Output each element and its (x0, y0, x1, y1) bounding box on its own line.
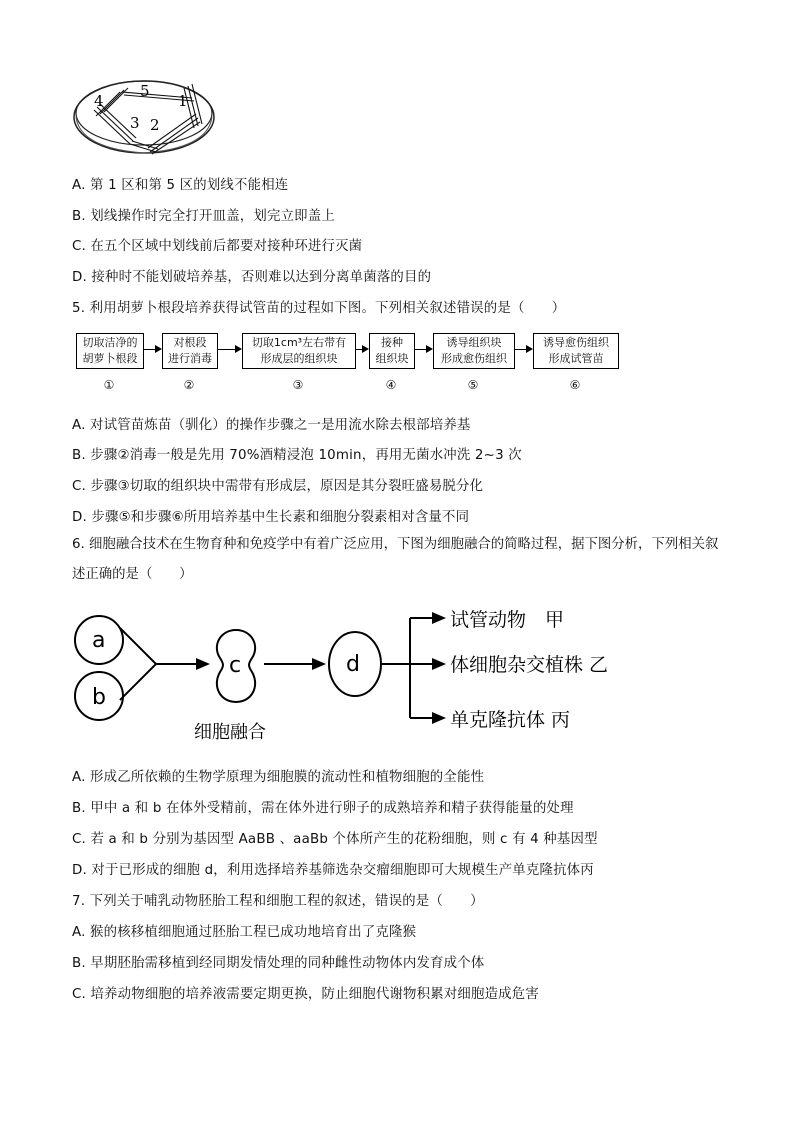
flow-step-number: ② (183, 378, 195, 392)
flow-step-3: 切取1cm³左右带有 形成层的组织块 (242, 333, 356, 369)
output-hybrid-plant: 体细胞杂交植株 乙 (450, 654, 609, 676)
flow-step-1: 切取洁净的 胡萝卜根段 (76, 333, 144, 369)
flow-step-number: ④ (385, 378, 397, 392)
q6-option-d: D. 对于已形成的细胞 d，利用选择培养基筛选杂交瘤细胞即可大规模生产单克隆抗体丙 (72, 863, 594, 878)
cell-a-label: a (92, 628, 106, 653)
flow-step-6: 诱导愈伤组织 形成试管苗 (533, 333, 619, 369)
q5-flowchart (76, 330, 676, 400)
flow-step-number: ⑤ (467, 378, 479, 392)
q4-option-d: D. 接种时不能划破培养基，否则难以达到分离单菌落的目的 (72, 270, 432, 285)
q7-option-c: C. 培养动物细胞的培养液需要定期更换，防止细胞代谢物积累对细胞造成危害 (72, 987, 539, 1002)
output-test-tube-animal: 试管动物 甲 (450, 609, 565, 631)
q6-option-c: C. 若 a 和 b 分别为基因型 AaBB 、aaBb 个体所产生的花粉细胞，则 c 有 4 种基因型 (72, 832, 598, 847)
dish-label-4: 4 (94, 92, 104, 110)
cell-fusion-diagram (70, 598, 650, 748)
flow-step-4: 接种 组织块 (369, 333, 415, 369)
q5-stem: 5. 利用胡萝卜根段培养获得试管苗的过程如下图。下列相关叙述错误的是（ ） (72, 301, 566, 316)
dish-label-1: 1 (178, 92, 188, 110)
q5-option-a: A. 对试管苗炼苗（驯化）的操作步骤之一是用流水除去根部培养基 (72, 418, 471, 433)
petri-dish-figure (72, 70, 222, 160)
flow-step-number: ⑥ (569, 378, 581, 392)
flow-step-2: 对根段 进行消毒 (162, 333, 218, 369)
dish-label-2: 2 (150, 116, 160, 134)
q4-option-b: B. 划线操作时完全打开皿盖，划完立即盖上 (72, 209, 335, 224)
dish-label-5: 5 (140, 82, 150, 100)
flow-arrow (143, 349, 160, 350)
fusion-label: 细胞融合 (194, 722, 266, 743)
flow-step-number: ① (103, 378, 115, 392)
q4-option-a: A. 第 1 区和第 5 区的划线不能相连 (72, 178, 289, 193)
q6-option-b: B. 甲中 a 和 b 在体外受精前，需在体外进行卵子的成熟培养和精子获得能量的处理 (72, 801, 574, 816)
flow-step-number: ③ (292, 378, 304, 392)
q5-option-c: C. 步骤③切取的组织块中需带有形成层，原因是其分裂旺盛易脱分化 (72, 479, 484, 494)
q5-option-b: B. 步骤②消毒一般是先用 70%酒精浸泡 10min，再用无菌水冲洗 2~3 次 (72, 448, 522, 463)
q5-option-d: D. 步骤⑤和步骤⑥所用培养基中生长素和细胞分裂素相对含量不同 (72, 510, 470, 525)
cell-b-label: b (92, 685, 106, 710)
q6-stem: 6. 细胞融合技术在生物育种和免疫学中有着广泛应用，下图为细胞融合的简略过程，据下图分析，下列相关叙述正确的是（ ） (72, 537, 719, 582)
flow-arrow (514, 349, 531, 350)
flow-arrow (217, 349, 240, 350)
flow-step-5: 诱导组织块 形成愈伤组织 (433, 333, 515, 369)
flow-arrow (414, 349, 431, 350)
output-monoclonal-antibody: 单克隆抗体 丙 (450, 709, 571, 731)
q7-stem: 7. 下列关于哺乳动物胚胎工程和细胞工程的叙述，错误的是（ ） (72, 894, 484, 909)
q6-option-a: A. 形成乙所依赖的生物学原理为细胞膜的流动性和植物细胞的全能性 (72, 770, 485, 785)
q4-option-c: C. 在五个区域中划线前后都要对接种环进行灭菌 (72, 239, 363, 254)
cell-d-label: d (346, 652, 360, 677)
dish-label-3: 3 (130, 114, 140, 132)
flow-arrow (355, 349, 367, 350)
q7-option-a: A. 猴的核移植细胞通过胚胎工程已成功地培育出了克隆猴 (72, 925, 417, 940)
q7-option-b: B. 早期胚胎需移植到经同期发情处理的同种雌性动物体内发育成个体 (72, 956, 485, 971)
cell-c-label: c (229, 653, 242, 678)
